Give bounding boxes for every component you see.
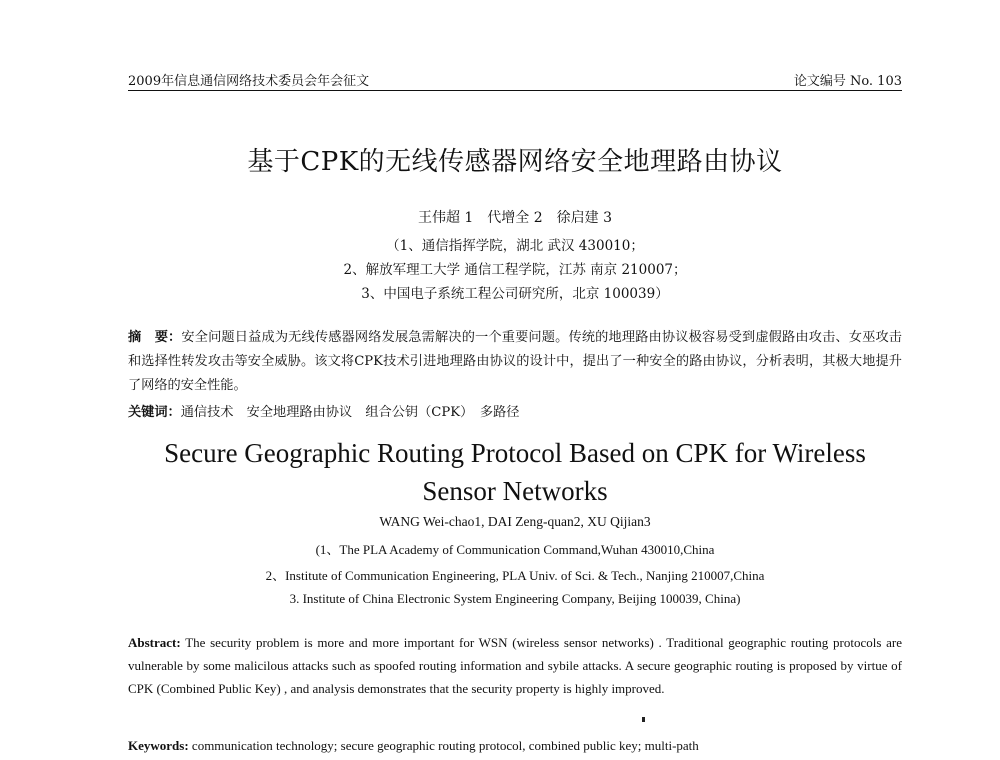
chinese-affiliation-2: 2、解放军理工大学 通信工程学院，江苏 南京 210007； [343, 262, 687, 278]
english-keywords-text: communication technology; secure geographic routing protocol, combined public key; multi-path [188, 738, 699, 753]
english-authors: WANG Wei-chao1, DAI Zeng-quan2, XU Qijian3 [379, 514, 651, 529]
english-keywords [128, 738, 902, 754]
chinese-abstract-label: 摘 要： [128, 330, 182, 345]
conference-name: 2009年信息通信网络技术委员会年会征文 [128, 74, 370, 89]
english-abstract-label: Abstract: [128, 635, 181, 650]
paper-number: 论文编号 No. 103 [793, 74, 902, 89]
chinese-affiliation-3: 3、中国电子系统工程公司研究所，北京 100039） [361, 286, 669, 302]
page-header [128, 68, 902, 90]
english-title: Secure Geographic Routing Protocol Based on CPK for Wireless Sensor Networks [164, 438, 866, 506]
chinese-abstract-text: 安全问题日益成为无线传感器网络发展急需解决的一个重要问题。传统的地理路由协议极容易受到虚假路由攻击、女巫攻击和选择性转发攻击等安全威胁。该文将CPK技术引进地理路由协议的设计中，提出了一种安全的路由协议，分析表明，其极大地提升了网络的安全性能。 [128, 330, 902, 393]
header-rule [128, 90, 902, 91]
english-affiliation-2: 2、Institute of Communication Engineering, PLA Univ. of Sci. & Tech., Nanjing 210007,China [265, 568, 765, 583]
chinese-title: 基于CPK的无线传感器网络安全地理路由协议 [247, 147, 783, 177]
chinese-authors: 王伟超 1 代增全 2 徐启建 3 [417, 210, 613, 226]
chinese-affiliation-1: （1、通信指挥学院，湖北 武汉 430010； [386, 238, 644, 254]
english-affiliation-1: (1、The PLA Academy of Communication Command,Wuhan 430010,China [315, 542, 715, 557]
chinese-keywords-text: 通信技术 安全地理路由协议 组合公钥（CPK） 多路径 [180, 405, 520, 420]
english-abstract [128, 631, 902, 700]
scan-speck [642, 717, 645, 722]
chinese-keywords-label: 关键词： [128, 405, 181, 420]
english-affiliation-3: 3. Institute of China Electronic System Engineering Company, Beijing 100039, China) [289, 591, 741, 606]
chinese-keywords [128, 401, 902, 420]
english-keywords-label: Keywords: [128, 738, 189, 753]
chinese-abstract [128, 326, 902, 398]
english-abstract-text: The security problem is more and more important for WSN (wireless sensor networks) . Traditional geographic routing protocols are vulnerable by some malicilous attacks such as spoofed routing information and sybile attacks. A secure geographic routing is proposed by virtue of CPK (Combined Public Key) , and analysis demonstrates that the security property is highly improved. [128, 635, 902, 696]
